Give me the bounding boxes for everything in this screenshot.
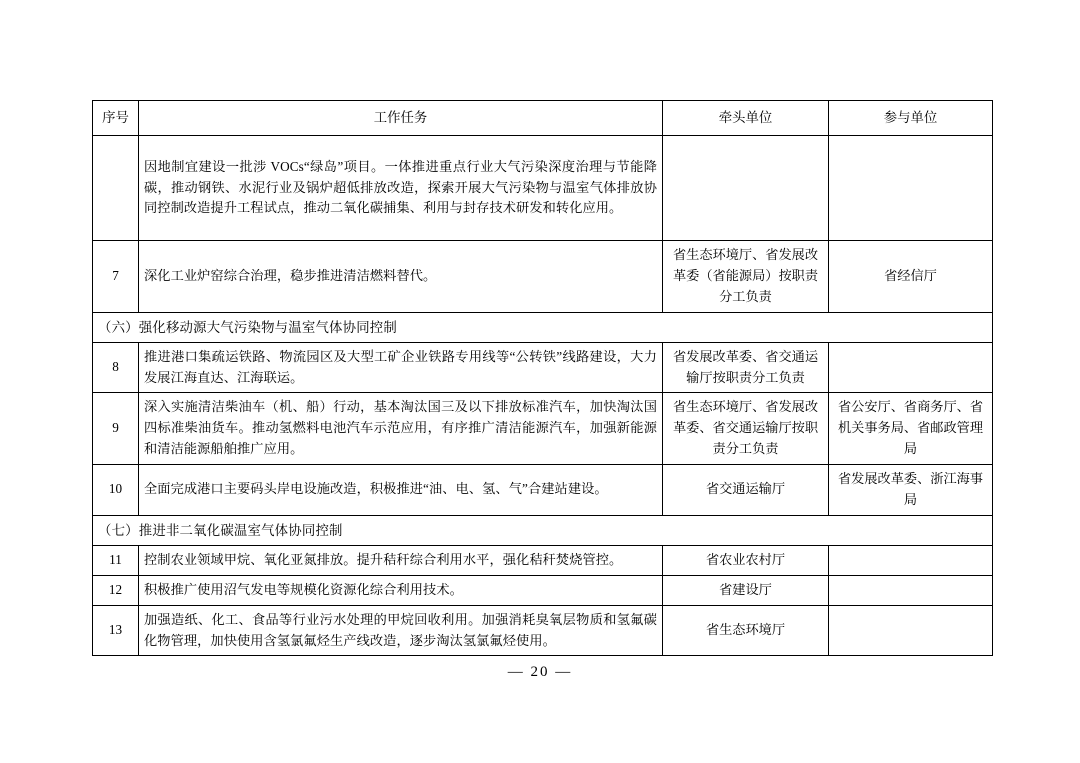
cell-task: 积极推广使用沼气发电等规模化资源化综合利用技术。 <box>139 575 663 605</box>
table-row <box>93 393 993 465</box>
cell-participants <box>829 605 993 656</box>
cell-participants <box>829 342 993 393</box>
cell-lead: 省生态环境厅、省发展改革委（省能源局）按职责分工负责 <box>663 241 829 313</box>
cell-task: 全面完成港口主要码头岸电设施改造，积极推进“油、电、氢、气”合建站建设。 <box>139 465 663 516</box>
cell-task: 加强造纸、化工、食品等行业污水处理的甲烷回收利用。加强消耗臭氧层物质和氢氟碳化物管理，加快使用含氢氯氟烃生产线改造，逐步淘汰氢氯氟烃使用。 <box>139 605 663 656</box>
table-row <box>93 465 993 516</box>
page-number <box>0 664 1080 681</box>
cell-task: 因地制宜建设一批涉 VOCs“绿岛”项目。一体推进重点行业大气污染深度治理与节能降碳，推动钢铁、水泥行业及锅炉超低排放改造，探索开展大气污染物与温室气体排放协同控制改造提升工程试点，推动二氧化碳捕集、利用与封存技术研发和转化应用。 <box>139 136 663 241</box>
cell-lead: 省生态环境厅、省发展改革委、省交通运输厅按职责分工负责 <box>663 393 829 465</box>
cell-lead: 省交通运输厅 <box>663 465 829 516</box>
column-header-participants: 参与单位 <box>829 101 993 136</box>
cell-participants: 省经信厅 <box>829 241 993 313</box>
cell-seq: 10 <box>93 465 139 516</box>
cell-task: 深化工业炉窑综合治理，稳步推进清洁燃料替代。 <box>139 241 663 313</box>
table-row <box>93 241 993 313</box>
table-row <box>93 342 993 393</box>
cell-seq: 12 <box>93 575 139 605</box>
table-row <box>93 545 993 575</box>
cell-participants <box>829 136 993 241</box>
cell-seq: 7 <box>93 241 139 313</box>
table-row <box>93 575 993 605</box>
cell-lead: 省生态环境厅 <box>663 605 829 656</box>
cell-task: 深入实施清洁柴油车（机、船）行动，基本淘汰国三及以下排放标准汽车，加快淘汰国四标准柴油货车。推动氢燃料电池汽车示范应用，有序推广清洁能源汽车，加强新能源和清洁能源船舶推广应用。 <box>139 393 663 465</box>
cell-participants: 省发展改革委、浙江海事局 <box>829 465 993 516</box>
section-title: （六）强化移动源大气污染物与温室气体协同控制 <box>93 312 993 342</box>
cell-seq: 13 <box>93 605 139 656</box>
cell-lead: 省建设厅 <box>663 575 829 605</box>
cell-seq: 8 <box>93 342 139 393</box>
cell-seq <box>93 136 139 241</box>
column-header-seq: 序号 <box>93 101 139 136</box>
cell-participants: 省公安厅、省商务厅、省机关事务局、省邮政管理局 <box>829 393 993 465</box>
page-number-text: — 20 — <box>507 664 573 680</box>
column-header-lead: 牵头单位 <box>663 101 829 136</box>
column-header-task: 工作任务 <box>139 101 663 136</box>
cell-participants <box>829 545 993 575</box>
table-header-row <box>93 101 993 136</box>
cell-task: 控制农业领域甲烷、氧化亚氮排放。提升秸秆综合利用水平，强化秸秆焚烧管控。 <box>139 545 663 575</box>
table-section-row <box>93 515 993 545</box>
cell-seq: 9 <box>93 393 139 465</box>
section-title: （七）推进非二氧化碳温室气体协同控制 <box>93 515 993 545</box>
task-table <box>92 100 993 656</box>
table-row <box>93 605 993 656</box>
task-table-container <box>92 100 992 656</box>
table-row <box>93 136 993 241</box>
cell-lead: 省农业农村厅 <box>663 545 829 575</box>
cell-lead: 省发展改革委、省交通运输厅按职责分工负责 <box>663 342 829 393</box>
cell-participants <box>829 575 993 605</box>
cell-seq: 11 <box>93 545 139 575</box>
table-section-row <box>93 312 993 342</box>
cell-task: 推进港口集疏运铁路、物流园区及大型工矿企业铁路专用线等“公转铁”线路建设，大力发展江海直达、江海联运。 <box>139 342 663 393</box>
cell-lead <box>663 136 829 241</box>
